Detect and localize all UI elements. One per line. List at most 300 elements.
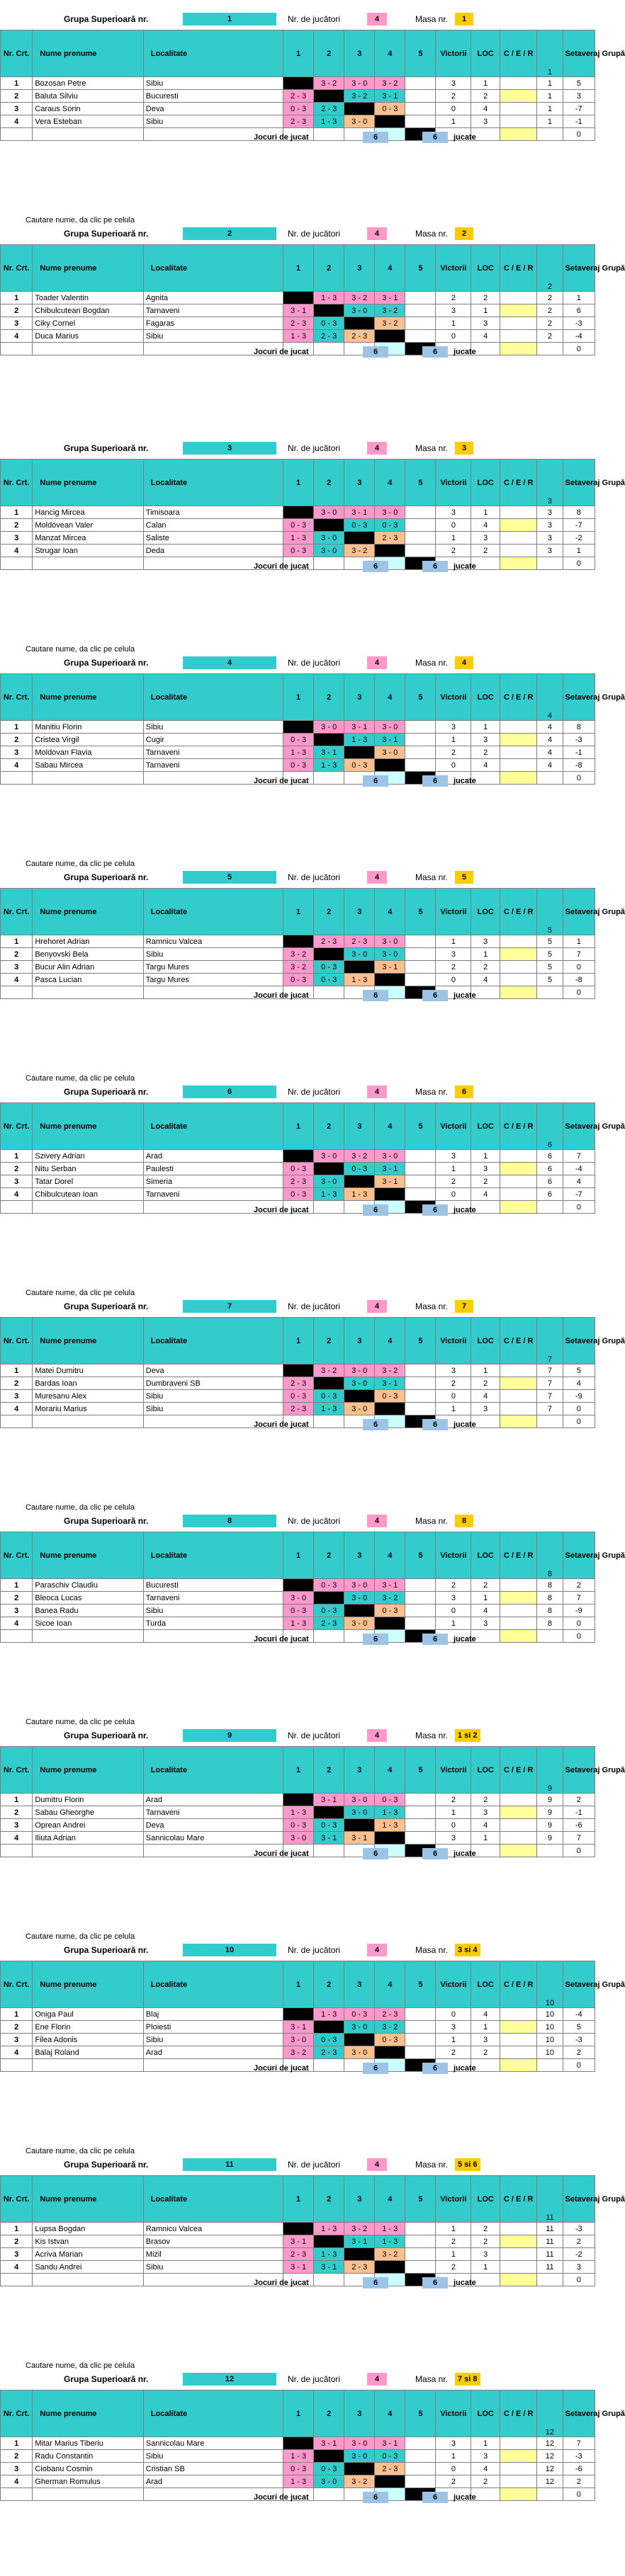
score-cell[interactable]: 0 - 3 — [283, 103, 314, 115]
score-cell[interactable] — [375, 759, 405, 772]
player-row[interactable] — [1, 1605, 595, 1617]
score-cell[interactable]: 1 - 3 — [283, 746, 314, 759]
score-cell[interactable] — [405, 519, 436, 532]
cer-cell[interactable] — [500, 2034, 537, 2046]
cer-cell[interactable] — [500, 759, 537, 772]
score-cell[interactable]: 3 - 0 — [314, 1175, 344, 1188]
player-name[interactable]: Caraus Sorin — [33, 103, 143, 115]
cer-cell[interactable] — [500, 721, 537, 734]
player-row[interactable] — [1, 961, 595, 974]
score-cell[interactable] — [405, 974, 436, 986]
score-cell[interactable]: 3 - 0 — [344, 1592, 375, 1605]
player-row[interactable] — [1, 1188, 595, 1201]
player-name[interactable]: Filea Adonis — [33, 2034, 143, 2046]
score-cell[interactable]: 1 - 3 — [375, 1806, 405, 1819]
cer-cell[interactable] — [500, 1819, 537, 1832]
cer-cell[interactable] — [500, 2463, 537, 2475]
player-name[interactable]: Tatar Dorel — [33, 1175, 143, 1188]
score-cell[interactable]: 3 - 1 — [314, 746, 344, 759]
player-row[interactable] — [1, 1806, 595, 1819]
score-cell[interactable]: 0 - 3 — [344, 519, 375, 532]
cer-cell[interactable] — [500, 2235, 537, 2248]
cer-cell[interactable] — [500, 317, 537, 330]
cer-cell[interactable] — [500, 2046, 537, 2059]
cer-cell[interactable] — [500, 1175, 537, 1188]
player-row[interactable] — [1, 1592, 595, 1605]
player-name[interactable]: Acriva Marian — [33, 2248, 143, 2261]
score-cell[interactable]: 3 - 2 — [283, 948, 314, 961]
player-row[interactable] — [1, 1175, 595, 1188]
cer-cell[interactable] — [500, 2008, 537, 2021]
score-cell[interactable]: 3 - 2 — [283, 2046, 314, 2059]
score-cell[interactable]: 3 - 0 — [314, 1150, 344, 1163]
score-cell[interactable]: 3 - 2 — [375, 1592, 405, 1605]
score-cell[interactable]: 3 - 2 — [314, 1364, 344, 1377]
score-cell[interactable] — [405, 1806, 436, 1819]
cer-cell[interactable] — [500, 935, 537, 948]
player-name[interactable]: Hrehoret Adrian — [33, 935, 143, 948]
group-number[interactable]: 6 — [183, 1085, 276, 1098]
score-cell[interactable] — [405, 1163, 436, 1175]
score-cell[interactable] — [375, 1832, 405, 1845]
score-cell[interactable]: 3 - 2 — [314, 77, 344, 90]
player-row[interactable] — [1, 115, 595, 128]
score-cell[interactable] — [405, 961, 436, 974]
player-name[interactable]: Szivery Adrian — [33, 1150, 143, 1163]
score-cell[interactable]: 2 - 3 — [283, 1377, 314, 1390]
score-cell[interactable] — [344, 2248, 375, 2261]
cer-cell[interactable] — [500, 1617, 537, 1630]
player-row[interactable] — [1, 506, 595, 519]
group-number[interactable]: 5 — [183, 871, 276, 884]
group-number[interactable]: 10 — [183, 1944, 276, 1956]
score-cell[interactable]: 0 - 3 — [314, 2463, 344, 2475]
score-cell[interactable]: 3 - 0 — [375, 948, 405, 961]
score-cell[interactable] — [314, 519, 344, 532]
score-cell[interactable]: 3 - 0 — [344, 1806, 375, 1819]
cer-cell[interactable] — [500, 1188, 537, 1201]
cer-cell[interactable] — [500, 2450, 537, 2463]
score-cell[interactable]: 0 - 3 — [344, 2008, 375, 2021]
score-cell[interactable] — [314, 2450, 344, 2463]
score-cell[interactable] — [405, 330, 436, 343]
score-cell[interactable]: 3 - 1 — [344, 506, 375, 519]
score-cell[interactable] — [375, 1617, 405, 1630]
cer-cell[interactable] — [500, 304, 537, 317]
cer-cell[interactable] — [500, 2021, 537, 2034]
score-cell[interactable]: 2 - 3 — [283, 115, 314, 128]
score-cell[interactable] — [405, 2021, 436, 2034]
score-cell[interactable] — [314, 1163, 344, 1175]
score-cell[interactable]: 3 - 0 — [344, 1364, 375, 1377]
score-cell[interactable] — [405, 532, 436, 545]
score-cell[interactable]: 3 - 0 — [375, 721, 405, 734]
score-cell[interactable]: 0 - 3 — [283, 2463, 314, 2475]
score-cell[interactable] — [405, 1794, 436, 1806]
score-cell[interactable]: 1 - 3 — [314, 759, 344, 772]
score-cell[interactable] — [405, 2475, 436, 2488]
score-cell[interactable] — [405, 746, 436, 759]
player-row[interactable] — [1, 948, 595, 961]
score-cell[interactable]: 2 - 3 — [283, 90, 314, 103]
player-name[interactable]: Ene Florin — [33, 2021, 143, 2034]
cer-cell[interactable] — [500, 1403, 537, 1415]
score-cell[interactable]: 3 - 2 — [344, 545, 375, 557]
player-name[interactable]: Morariu Marius — [33, 1403, 143, 1415]
score-cell[interactable]: 1 - 3 — [314, 1188, 344, 1201]
score-cell[interactable]: 0 - 3 — [314, 1605, 344, 1617]
score-cell[interactable] — [314, 1592, 344, 1605]
player-name[interactable]: Radu Constantin — [33, 2450, 143, 2463]
score-cell[interactable]: 3 - 1 — [314, 1794, 344, 1806]
player-name[interactable]: Sandu Andrei — [33, 2261, 143, 2274]
group-number[interactable]: 9 — [183, 1729, 276, 1742]
player-row[interactable] — [1, 317, 595, 330]
cer-cell[interactable] — [500, 2261, 537, 2274]
score-cell[interactable]: 3 - 0 — [344, 1794, 375, 1806]
score-cell[interactable]: 3 - 0 — [375, 746, 405, 759]
score-cell[interactable]: 1 - 3 — [314, 2248, 344, 2261]
score-cell[interactable]: 3 - 2 — [344, 2223, 375, 2235]
player-row[interactable] — [1, 2046, 595, 2059]
score-cell[interactable] — [405, 1188, 436, 1201]
search-note[interactable]: Cautare nume, da clic pe celula — [26, 1074, 135, 1083]
score-cell[interactable]: 3 - 0 — [344, 1617, 375, 1630]
player-name[interactable]: Balaj Roland — [33, 2046, 143, 2059]
score-cell[interactable] — [375, 2261, 405, 2274]
cer-cell[interactable] — [500, 1592, 537, 1605]
score-cell[interactable] — [375, 1188, 405, 1201]
player-name[interactable]: Sabau Mircea — [33, 759, 143, 772]
player-row[interactable] — [1, 1819, 595, 1832]
score-cell[interactable]: 0 - 3 — [314, 1390, 344, 1403]
player-name[interactable]: Chibulcutean Ioan — [33, 1188, 143, 1201]
score-cell[interactable] — [314, 1806, 344, 1819]
score-cell[interactable]: 1 - 3 — [314, 292, 344, 304]
score-cell[interactable]: 2 - 3 — [344, 330, 375, 343]
cer-cell[interactable] — [500, 1806, 537, 1819]
cer-cell[interactable] — [500, 103, 537, 115]
score-cell[interactable] — [344, 103, 375, 115]
cer-cell[interactable] — [500, 1390, 537, 1403]
score-cell[interactable]: 0 - 3 — [283, 545, 314, 557]
player-row[interactable] — [1, 2475, 595, 2488]
score-cell[interactable] — [283, 1794, 314, 1806]
score-cell[interactable]: 3 - 2 — [344, 292, 375, 304]
player-name[interactable]: Bucur Alin Adrian — [33, 961, 143, 974]
score-cell[interactable]: 0 - 3 — [283, 1819, 314, 1832]
score-cell[interactable]: 0 - 3 — [283, 734, 314, 746]
score-cell[interactable]: 3 - 1 — [283, 2021, 314, 2034]
player-name[interactable]: Iliuta Adrian — [33, 1832, 143, 1845]
score-cell[interactable]: 1 - 3 — [344, 734, 375, 746]
score-cell[interactable]: 3 - 1 — [344, 721, 375, 734]
player-row[interactable] — [1, 532, 595, 545]
score-cell[interactable] — [375, 1403, 405, 1415]
score-cell[interactable] — [344, 961, 375, 974]
score-cell[interactable]: 3 - 0 — [344, 304, 375, 317]
score-cell[interactable]: 3 - 1 — [314, 2437, 344, 2450]
score-cell[interactable] — [283, 2437, 314, 2450]
score-cell[interactable]: 1 - 3 — [314, 1403, 344, 1415]
score-cell[interactable]: 0 - 3 — [314, 961, 344, 974]
score-cell[interactable] — [405, 1390, 436, 1403]
search-note[interactable]: Cautare nume, da clic pe celula — [26, 860, 135, 868]
score-cell[interactable] — [375, 974, 405, 986]
cer-cell[interactable] — [500, 2475, 537, 2488]
score-cell[interactable]: 0 - 3 — [314, 1579, 344, 1592]
player-name[interactable]: Oprean Andrei — [33, 1819, 143, 1832]
score-cell[interactable]: 3 - 2 — [375, 1364, 405, 1377]
score-cell[interactable] — [405, 1150, 436, 1163]
score-cell[interactable]: 0 - 3 — [375, 2034, 405, 2046]
cer-cell[interactable] — [500, 1605, 537, 1617]
score-cell[interactable]: 3 - 1 — [375, 1163, 405, 1175]
cer-cell[interactable] — [500, 1163, 537, 1175]
score-cell[interactable]: 3 - 2 — [344, 2475, 375, 2488]
cer-cell[interactable] — [500, 974, 537, 986]
score-cell[interactable]: 3 - 0 — [344, 1377, 375, 1390]
score-cell[interactable]: 3 - 1 — [283, 2235, 314, 2248]
player-name[interactable]: Banea Radu — [33, 1605, 143, 1617]
score-cell[interactable] — [405, 2437, 436, 2450]
score-cell[interactable]: 2 - 3 — [283, 1175, 314, 1188]
score-cell[interactable] — [283, 1150, 314, 1163]
player-name[interactable]: Duca Marius — [33, 330, 143, 343]
search-note[interactable]: Cautare nume, da clic pe celula — [26, 1932, 135, 1941]
score-cell[interactable]: 1 - 3 — [314, 2223, 344, 2235]
player-row[interactable] — [1, 2248, 595, 2261]
player-row[interactable] — [1, 1617, 595, 1630]
score-cell[interactable]: 2 - 3 — [375, 532, 405, 545]
score-cell[interactable]: 3 - 0 — [344, 77, 375, 90]
score-cell[interactable]: 0 - 3 — [375, 1794, 405, 1806]
score-cell[interactable]: 3 - 1 — [375, 2437, 405, 2450]
score-cell[interactable] — [344, 317, 375, 330]
player-row[interactable] — [1, 1794, 595, 1806]
score-cell[interactable] — [314, 2021, 344, 2034]
group-number[interactable]: 12 — [183, 2373, 276, 2386]
score-cell[interactable]: 2 - 3 — [375, 2463, 405, 2475]
player-row[interactable] — [1, 1403, 595, 1415]
score-cell[interactable]: 3 - 2 — [375, 317, 405, 330]
score-cell[interactable]: 3 - 0 — [283, 1832, 314, 1845]
score-cell[interactable]: 1 - 3 — [375, 2223, 405, 2235]
player-name[interactable]: Mitar Marius Tiberiu — [33, 2437, 143, 2450]
score-cell[interactable]: 3 - 2 — [344, 90, 375, 103]
score-cell[interactable]: 2 - 3 — [314, 103, 344, 115]
score-cell[interactable] — [405, 304, 436, 317]
player-row[interactable] — [1, 2021, 595, 2034]
score-cell[interactable]: 1 - 3 — [283, 1806, 314, 1819]
score-cell[interactable]: 3 - 0 — [314, 545, 344, 557]
score-cell[interactable]: 3 - 0 — [344, 1403, 375, 1415]
score-cell[interactable] — [314, 734, 344, 746]
cer-cell[interactable] — [500, 746, 537, 759]
score-cell[interactable] — [283, 292, 314, 304]
score-cell[interactable] — [405, 1819, 436, 1832]
score-cell[interactable] — [405, 2450, 436, 2463]
score-cell[interactable]: 3 - 0 — [314, 506, 344, 519]
player-row[interactable] — [1, 1150, 595, 1163]
score-cell[interactable]: 0 - 3 — [314, 317, 344, 330]
group-number[interactable]: 7 — [183, 1300, 276, 1313]
score-cell[interactable]: 1 - 3 — [283, 330, 314, 343]
player-name[interactable]: Benyovski Bela — [33, 948, 143, 961]
search-note[interactable]: Cautare nume, da clic pe celula — [26, 1289, 135, 1297]
search-note[interactable]: Cautare nume, da clic pe celula — [26, 2361, 135, 2370]
score-cell[interactable] — [314, 1377, 344, 1390]
score-cell[interactable]: 2 - 3 — [314, 2046, 344, 2059]
player-row[interactable] — [1, 1390, 595, 1403]
cer-cell[interactable] — [500, 1832, 537, 1845]
cer-cell[interactable] — [500, 2248, 537, 2261]
score-cell[interactable]: 3 - 0 — [344, 115, 375, 128]
player-name[interactable]: Manzat Mircea — [33, 532, 143, 545]
player-name[interactable]: Pasca Lucian — [33, 974, 143, 986]
score-cell[interactable] — [405, 115, 436, 128]
score-cell[interactable] — [344, 1605, 375, 1617]
score-cell[interactable] — [405, 734, 436, 746]
score-cell[interactable] — [283, 721, 314, 734]
score-cell[interactable]: 3 - 0 — [344, 2046, 375, 2059]
score-cell[interactable] — [405, 2248, 436, 2261]
score-cell[interactable]: 0 - 3 — [344, 759, 375, 772]
score-cell[interactable] — [405, 1364, 436, 1377]
player-name[interactable]: Bardas Ioan — [33, 1377, 143, 1390]
search-note[interactable]: Cautare nume, da clic pe celula — [26, 645, 135, 654]
score-cell[interactable]: 0 - 3 — [375, 1390, 405, 1403]
cer-cell[interactable] — [500, 115, 537, 128]
player-name[interactable]: Paraschiv Claudiu — [33, 1579, 143, 1592]
score-cell[interactable]: 0 - 3 — [344, 1163, 375, 1175]
score-cell[interactable]: 1 - 3 — [283, 532, 314, 545]
score-cell[interactable]: 0 - 3 — [375, 519, 405, 532]
score-cell[interactable] — [283, 77, 314, 90]
player-row[interactable] — [1, 935, 595, 948]
player-name[interactable]: Strugar Ioan — [33, 545, 143, 557]
cer-cell[interactable] — [500, 1794, 537, 1806]
group-number[interactable]: 2 — [183, 227, 276, 240]
score-cell[interactable]: 3 - 0 — [375, 1150, 405, 1163]
score-cell[interactable] — [314, 304, 344, 317]
player-row[interactable] — [1, 304, 595, 317]
score-cell[interactable] — [405, 1377, 436, 1390]
player-name[interactable]: Baluta Silviu — [33, 90, 143, 103]
score-cell[interactable] — [405, 935, 436, 948]
score-cell[interactable]: 2 - 3 — [314, 330, 344, 343]
player-row[interactable] — [1, 330, 595, 343]
score-cell[interactable]: 0 - 3 — [283, 974, 314, 986]
score-cell[interactable]: 2 - 3 — [314, 935, 344, 948]
score-cell[interactable]: 3 - 0 — [314, 2475, 344, 2488]
player-row[interactable] — [1, 746, 595, 759]
cer-cell[interactable] — [500, 77, 537, 90]
player-row[interactable] — [1, 974, 595, 986]
score-cell[interactable] — [405, 1579, 436, 1592]
player-row[interactable] — [1, 2223, 595, 2235]
score-cell[interactable]: 1 - 3 — [283, 2450, 314, 2463]
score-cell[interactable] — [405, 759, 436, 772]
score-cell[interactable]: 2 - 3 — [344, 2261, 375, 2274]
score-cell[interactable] — [405, 292, 436, 304]
player-name[interactable]: Oniga Paul — [33, 2008, 143, 2021]
player-row[interactable] — [1, 1377, 595, 1390]
score-cell[interactable] — [405, 1832, 436, 1845]
score-cell[interactable]: 3 - 0 — [344, 2450, 375, 2463]
score-cell[interactable]: 3 - 0 — [283, 2034, 314, 2046]
player-row[interactable] — [1, 292, 595, 304]
group-number[interactable]: 1 — [183, 13, 276, 25]
score-cell[interactable] — [375, 330, 405, 343]
score-cell[interactable]: 1 - 3 — [375, 1819, 405, 1832]
player-row[interactable] — [1, 2437, 595, 2450]
score-cell[interactable]: 3 - 0 — [375, 935, 405, 948]
score-cell[interactable] — [283, 506, 314, 519]
player-row[interactable] — [1, 759, 595, 772]
player-row[interactable] — [1, 2463, 595, 2475]
score-cell[interactable]: 2 - 3 — [283, 2248, 314, 2261]
score-cell[interactable] — [314, 2235, 344, 2248]
score-cell[interactable] — [405, 948, 436, 961]
score-cell[interactable]: 1 - 3 — [344, 1188, 375, 1201]
score-cell[interactable] — [344, 2463, 375, 2475]
score-cell[interactable]: 2 - 3 — [283, 317, 314, 330]
cer-cell[interactable] — [500, 519, 537, 532]
score-cell[interactable] — [375, 115, 405, 128]
score-cell[interactable]: 1 - 3 — [314, 115, 344, 128]
score-cell[interactable]: 3 - 2 — [375, 304, 405, 317]
cer-cell[interactable] — [500, 532, 537, 545]
search-note[interactable]: Cautare nume, da clic pe celula — [26, 2147, 135, 2155]
score-cell[interactable] — [283, 1364, 314, 1377]
score-cell[interactable]: 1 - 3 — [283, 2475, 314, 2488]
cer-cell[interactable] — [500, 1579, 537, 1592]
score-cell[interactable] — [405, 1175, 436, 1188]
group-number[interactable]: 8 — [183, 1515, 276, 1527]
player-name[interactable]: Bozosan Petre — [33, 77, 143, 90]
score-cell[interactable]: 3 - 1 — [375, 1175, 405, 1188]
score-cell[interactable]: 3 - 2 — [344, 1150, 375, 1163]
score-cell[interactable]: 0 - 3 — [283, 1390, 314, 1403]
score-cell[interactable]: 3 - 1 — [344, 1832, 375, 1845]
score-cell[interactable]: 0 - 3 — [283, 1163, 314, 1175]
player-row[interactable] — [1, 1832, 595, 1845]
player-name[interactable]: Ciky Cornel — [33, 317, 143, 330]
cer-cell[interactable] — [500, 330, 537, 343]
player-name[interactable]: Chibulcutean Bogdan — [33, 304, 143, 317]
cer-cell[interactable] — [500, 961, 537, 974]
score-cell[interactable] — [314, 948, 344, 961]
search-note[interactable]: Cautare nume, da clic pe celula — [26, 1718, 135, 1726]
score-cell[interactable]: 3 - 0 — [344, 2437, 375, 2450]
player-row[interactable] — [1, 545, 595, 557]
score-cell[interactable]: 3 - 0 — [344, 2021, 375, 2034]
score-cell[interactable]: 0 - 3 — [283, 519, 314, 532]
player-row[interactable] — [1, 90, 595, 103]
cer-cell[interactable] — [500, 90, 537, 103]
score-cell[interactable]: 1 - 3 — [375, 2235, 405, 2248]
score-cell[interactable]: 3 - 0 — [314, 532, 344, 545]
cer-cell[interactable] — [500, 2437, 537, 2450]
score-cell[interactable]: 3 - 0 — [344, 1579, 375, 1592]
player-row[interactable] — [1, 77, 595, 90]
search-note[interactable]: Cautare nume, da clic pe celula — [26, 1503, 135, 1512]
score-cell[interactable]: 2 - 3 — [314, 1617, 344, 1630]
group-number[interactable]: 3 — [183, 442, 276, 455]
score-cell[interactable]: 0 - 3 — [314, 2034, 344, 2046]
player-name[interactable]: Muresanu Alex — [33, 1390, 143, 1403]
